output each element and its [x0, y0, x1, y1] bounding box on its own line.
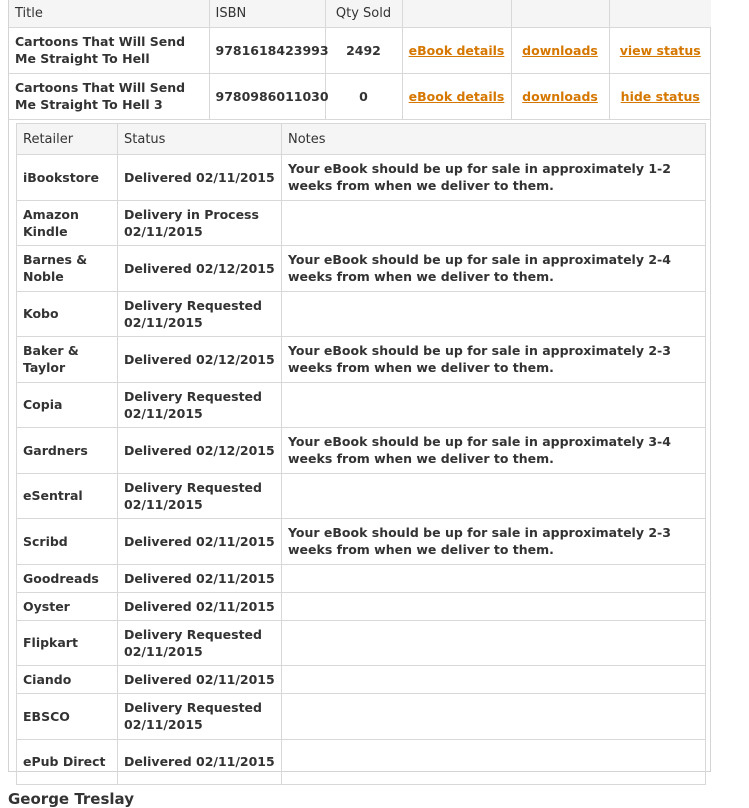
header-blank-3	[609, 0, 711, 27]
retailer-row	[17, 382, 706, 428]
book-title: Cartoons That Will Send Me Straight To Hell	[15, 34, 186, 66]
retailer-row	[17, 519, 706, 565]
retailer-notes	[282, 200, 706, 246]
delivery-status: Delivered 02/12/2015	[118, 246, 282, 292]
book-isbn-cell	[209, 27, 329, 73]
downloads-link-cell	[511, 27, 609, 73]
books-header-row	[9, 0, 711, 27]
retailer-status-table	[16, 123, 706, 785]
downloads-link[interactable]: downloads	[522, 42, 598, 58]
book-isbn-cell	[209, 73, 329, 119]
status-toggle-link[interactable]: hide status	[620, 88, 700, 104]
retailer-row	[17, 564, 706, 592]
status-toggle-link[interactable]: view status	[619, 42, 701, 58]
retailer-notes: Your eBook should be up for sale in approximately 3-4 weeks from when we deliver to them.	[282, 428, 706, 474]
ebook-details-link-cell	[402, 27, 511, 73]
status-toggle-link-cell	[609, 73, 711, 119]
retailer-row	[17, 246, 706, 292]
header-retailer: Retailer	[17, 124, 118, 155]
delivery-status: Delivery Requested 02/11/2015	[118, 382, 282, 428]
delivery-status: Delivery Requested 02/11/2015	[118, 473, 282, 519]
delivery-status: Delivered 02/11/2015	[118, 564, 282, 592]
retailer-name: iBookstore	[17, 155, 118, 201]
delivery-status: Delivered 02/12/2015	[118, 428, 282, 474]
retailer-row	[17, 592, 706, 620]
retailer-name: eSentral	[17, 473, 118, 519]
delivery-status: Delivered 02/11/2015	[118, 519, 282, 565]
delivery-status: Delivery Requested 02/11/2015	[118, 694, 282, 740]
delivery-status: Delivered 02/12/2015	[118, 337, 282, 383]
retailer-row	[17, 666, 706, 694]
retailer-name: Copia	[17, 382, 118, 428]
book-row	[9, 73, 711, 119]
retailer-notes	[282, 666, 706, 694]
header-blank-1	[402, 0, 511, 27]
downloads-link-cell	[511, 73, 609, 119]
retailer-notes	[282, 620, 706, 666]
delivery-status: Delivered 02/11/2015	[118, 739, 282, 785]
retailer-notes: Your eBook should be up for sale in approximately 2-4 weeks from when we deliver to them.	[282, 246, 706, 292]
retailer-name: Scribd	[17, 519, 118, 565]
header-status: Status	[118, 124, 282, 155]
retailer-notes	[282, 592, 706, 620]
status-header-row	[17, 124, 706, 155]
retailer-row	[17, 291, 706, 337]
retailer-name: Kobo	[17, 291, 118, 337]
ebook-details-link[interactable]: eBook details	[408, 88, 505, 104]
downloads-link[interactable]: downloads	[522, 88, 598, 104]
ebook-details-link-cell	[402, 73, 511, 119]
retailer-row	[17, 694, 706, 740]
book-qty-sold: 0	[359, 88, 368, 104]
book-isbn: 9780986011030	[215, 88, 329, 104]
books-panel	[8, 0, 711, 772]
delivery-status: Delivery in Process 02/11/2015	[118, 200, 282, 246]
status-toggle-link-cell	[609, 27, 711, 73]
delivery-status: Delivery Requested 02/11/2015	[118, 291, 282, 337]
delivery-status: Delivery Requested 02/11/2015	[118, 620, 282, 666]
retailer-notes	[282, 694, 706, 740]
retailer-name: Baker & Taylor	[17, 337, 118, 383]
delivery-status: Delivered 02/11/2015	[118, 666, 282, 694]
retailer-row	[17, 739, 706, 785]
book-isbn: 9781618423993	[215, 42, 329, 58]
header-blank-2	[511, 0, 609, 27]
book-qty-sold: 2492	[346, 42, 381, 58]
book-title-cell	[9, 73, 209, 119]
header-isbn: ISBN	[209, 0, 325, 27]
retailer-notes: Your eBook should be up for sale in approximately 2-3 weeks from when we deliver to them.	[282, 519, 706, 565]
retailer-row	[17, 620, 706, 666]
retailer-name: Amazon Kindle	[17, 200, 118, 246]
header-notes: Notes	[282, 124, 706, 155]
retailer-notes	[282, 564, 706, 592]
retailer-row	[17, 200, 706, 246]
retailer-name: Flipkart	[17, 620, 118, 666]
book-row	[9, 27, 711, 73]
retailer-name: Barnes & Noble	[17, 246, 118, 292]
retailer-name: Gardners	[17, 428, 118, 474]
book-qty-sold-cell	[325, 27, 402, 73]
retailer-notes	[282, 291, 706, 337]
next-author-name: George Treslay	[8, 790, 134, 808]
retailer-row	[17, 337, 706, 383]
book-title: Cartoons That Will Send Me Straight To Hell 3	[15, 80, 186, 112]
book-title-cell	[9, 27, 209, 73]
retailer-row	[17, 155, 706, 201]
retailer-notes: Your eBook should be up for sale in approximately 2-3 weeks from when we deliver to them.	[282, 337, 706, 383]
retailer-name: Oyster	[17, 592, 118, 620]
retailer-row	[17, 428, 706, 474]
delivery-status: Delivered 02/11/2015	[118, 592, 282, 620]
retailer-name: ePub Direct	[17, 739, 118, 785]
retailer-row	[17, 473, 706, 519]
books-table	[9, 0, 711, 120]
retailer-notes	[282, 473, 706, 519]
retailer-name: Ciando	[17, 666, 118, 694]
retailer-notes	[282, 382, 706, 428]
ebook-details-link[interactable]: eBook details	[408, 42, 505, 58]
retailer-notes	[282, 739, 706, 785]
header-qty-sold: Qty Sold	[325, 0, 402, 27]
header-title: Title	[9, 0, 209, 27]
retailer-name: Goodreads	[17, 564, 118, 592]
retailer-name: EBSCO	[17, 694, 118, 740]
retailer-notes: Your eBook should be up for sale in approximately 1-2 weeks from when we deliver to them.	[282, 155, 706, 201]
delivery-status: Delivered 02/11/2015	[118, 155, 282, 201]
book-qty-sold-cell	[325, 73, 402, 119]
